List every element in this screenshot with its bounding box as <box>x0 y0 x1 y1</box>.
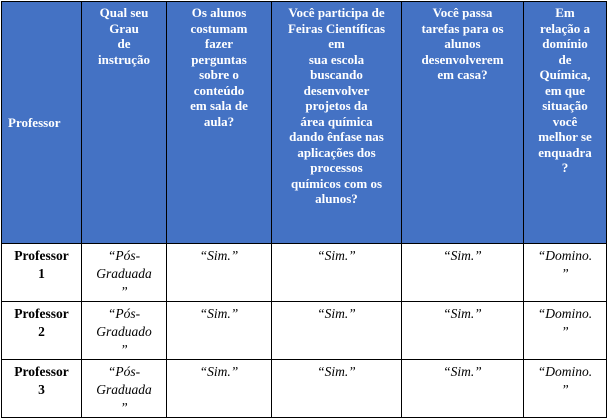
table-body <box>2 244 607 418</box>
survey-table <box>1 1 607 418</box>
cell-grau: “Pós- Graduado ” <box>82 302 167 360</box>
table-row <box>2 302 607 360</box>
cell-feiras: “Sim.” <box>272 302 402 360</box>
cell-feiras: “Sim.” <box>272 360 402 418</box>
header-tarefas: Você passa tarefas para os alunos desenvolverem em casa? <box>402 2 524 244</box>
table-row <box>2 244 607 302</box>
cell-perguntas: “Sim.” <box>167 360 272 418</box>
header-row <box>2 2 607 244</box>
cell-dominio: “Domino. ” <box>524 244 607 302</box>
cell-perguntas: “Sim.” <box>167 302 272 360</box>
header-feiras-cientificas: Você participa de Feiras Científicas em sua escola buscando desenvolver projetos da área química dando ênfase nas aplicações dos processos químicos com os alunos? <box>272 2 402 244</box>
cell-professor: Professor 3 <box>2 360 82 418</box>
header-dominio-quimica: Em relação a domínio de Química, em que situação você melhor se enquadra ? <box>524 2 607 244</box>
cell-grau: “Pós- Graduada ” <box>82 360 167 418</box>
cell-dominio: “Domino. ” <box>524 360 607 418</box>
header-perguntas: Os alunos costumam fazer perguntas sobre o conteúdo em sala de aula? <box>167 2 272 244</box>
cell-feiras: “Sim.” <box>272 244 402 302</box>
cell-tarefas: “Sim.” <box>402 244 524 302</box>
cell-professor: Professor 1 <box>2 244 82 302</box>
cell-tarefas: “Sim.” <box>402 360 524 418</box>
cell-professor: Professor 2 <box>2 302 82 360</box>
cell-grau: “Pós- Graduada ” <box>82 244 167 302</box>
cell-dominio: “Domino. ” <box>524 302 607 360</box>
cell-perguntas: “Sim.” <box>167 244 272 302</box>
header-grau-instrucao: Qual seu Grau de instrução <box>82 2 167 244</box>
cell-tarefas: “Sim.” <box>402 302 524 360</box>
table-row <box>2 360 607 418</box>
header-professor: Professor <box>2 2 82 244</box>
table-header <box>2 2 607 244</box>
